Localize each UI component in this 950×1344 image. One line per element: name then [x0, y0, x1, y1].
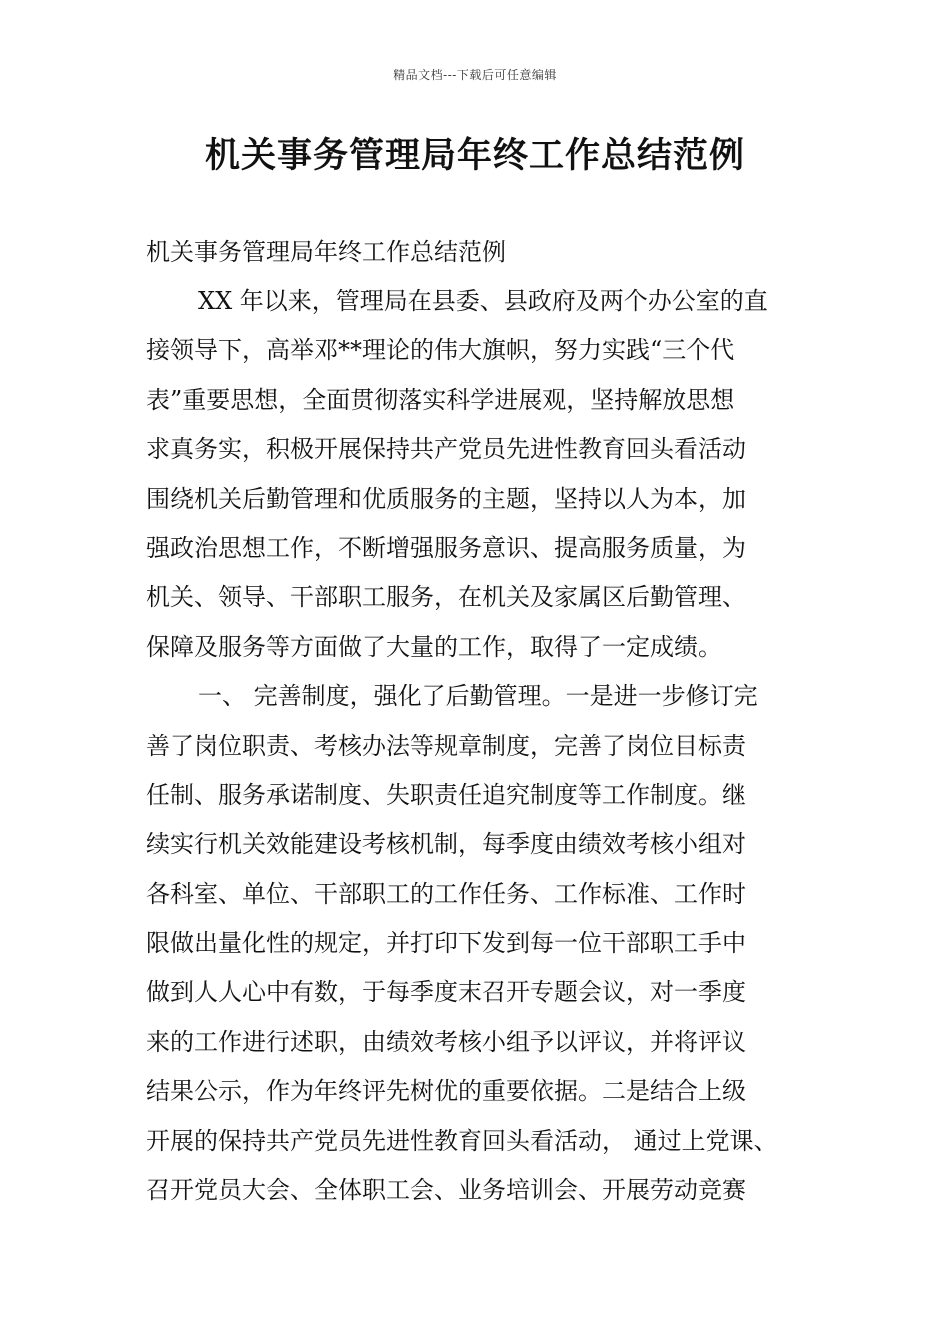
body-line: 做到人人心中有数，于每季度末召开专题会议，对一季度 [146, 978, 746, 1007]
document-title: 机关事务管理局年终工作总结范例 [204, 136, 745, 176]
body-line: 求真务实，积极开展保持共产党员先进性教育回头看活动 [146, 435, 746, 464]
body-line: 召开党员大会、全体职工会、业务培训会、开展劳动竞赛 [146, 1176, 746, 1205]
body-line: 强政治思想工作，不断增强服务意识、提高服务质量，为 [146, 533, 746, 562]
body-line: 保障及服务等方面做了大量的工作，取得了一定成绩。 [146, 632, 722, 661]
body-line: 各科室、单位、干部职工的工作任务、工作标准、工作时 [146, 879, 746, 908]
body-line: 来的工作进行述职，由绩效考核小组予以评议，并将评议 [146, 1027, 746, 1056]
body-line: 围绕机关后勤管理和优质服务的主题，坚持以人为本，加 [146, 484, 746, 513]
document-subtitle: 机关事务管理局年终工作总结范例 [146, 238, 506, 266]
body-line: 限做出量化性的规定，并打印下发到每一位干部职工手中 [146, 929, 746, 958]
body-line: 一、 完善制度，强化了后勤管理。一是进一步修订完 [198, 682, 758, 711]
body-line: 任制、服务承诺制度、失职责任追究制度等工作制度。继 [146, 780, 746, 809]
body-line: 续实行机关效能建设考核机制，每季度由绩效考核小组对 [146, 830, 746, 859]
body-line: 机关、领导、干部职工服务，在机关及家属区后勤管理、 [146, 583, 746, 612]
body-line: 善了岗位职责、考核办法等规章制度，完善了岗位目标责 [146, 731, 746, 760]
page-header-note: 精品文档---下载后可任意编辑 [393, 68, 557, 82]
document-body [146, 282, 826, 1220]
body-line: 开展的保持共产党员先进性教育回头看活动， 通过上党课、 [146, 1126, 778, 1155]
body-line: 结果公示，作为年终评先树优的重要依据。二是结合上级 [146, 1077, 746, 1106]
body-line: 表”重要思想，全面贯彻落实科学进展观，坚持解放思想 [146, 385, 735, 414]
body-line: XX 年以来，管理局在县委、县政府及两个办公室的直 [198, 287, 768, 315]
body-line: 接领导下，高举邓**理论的伟大旗帜，努力实践“三个代 [146, 336, 735, 365]
